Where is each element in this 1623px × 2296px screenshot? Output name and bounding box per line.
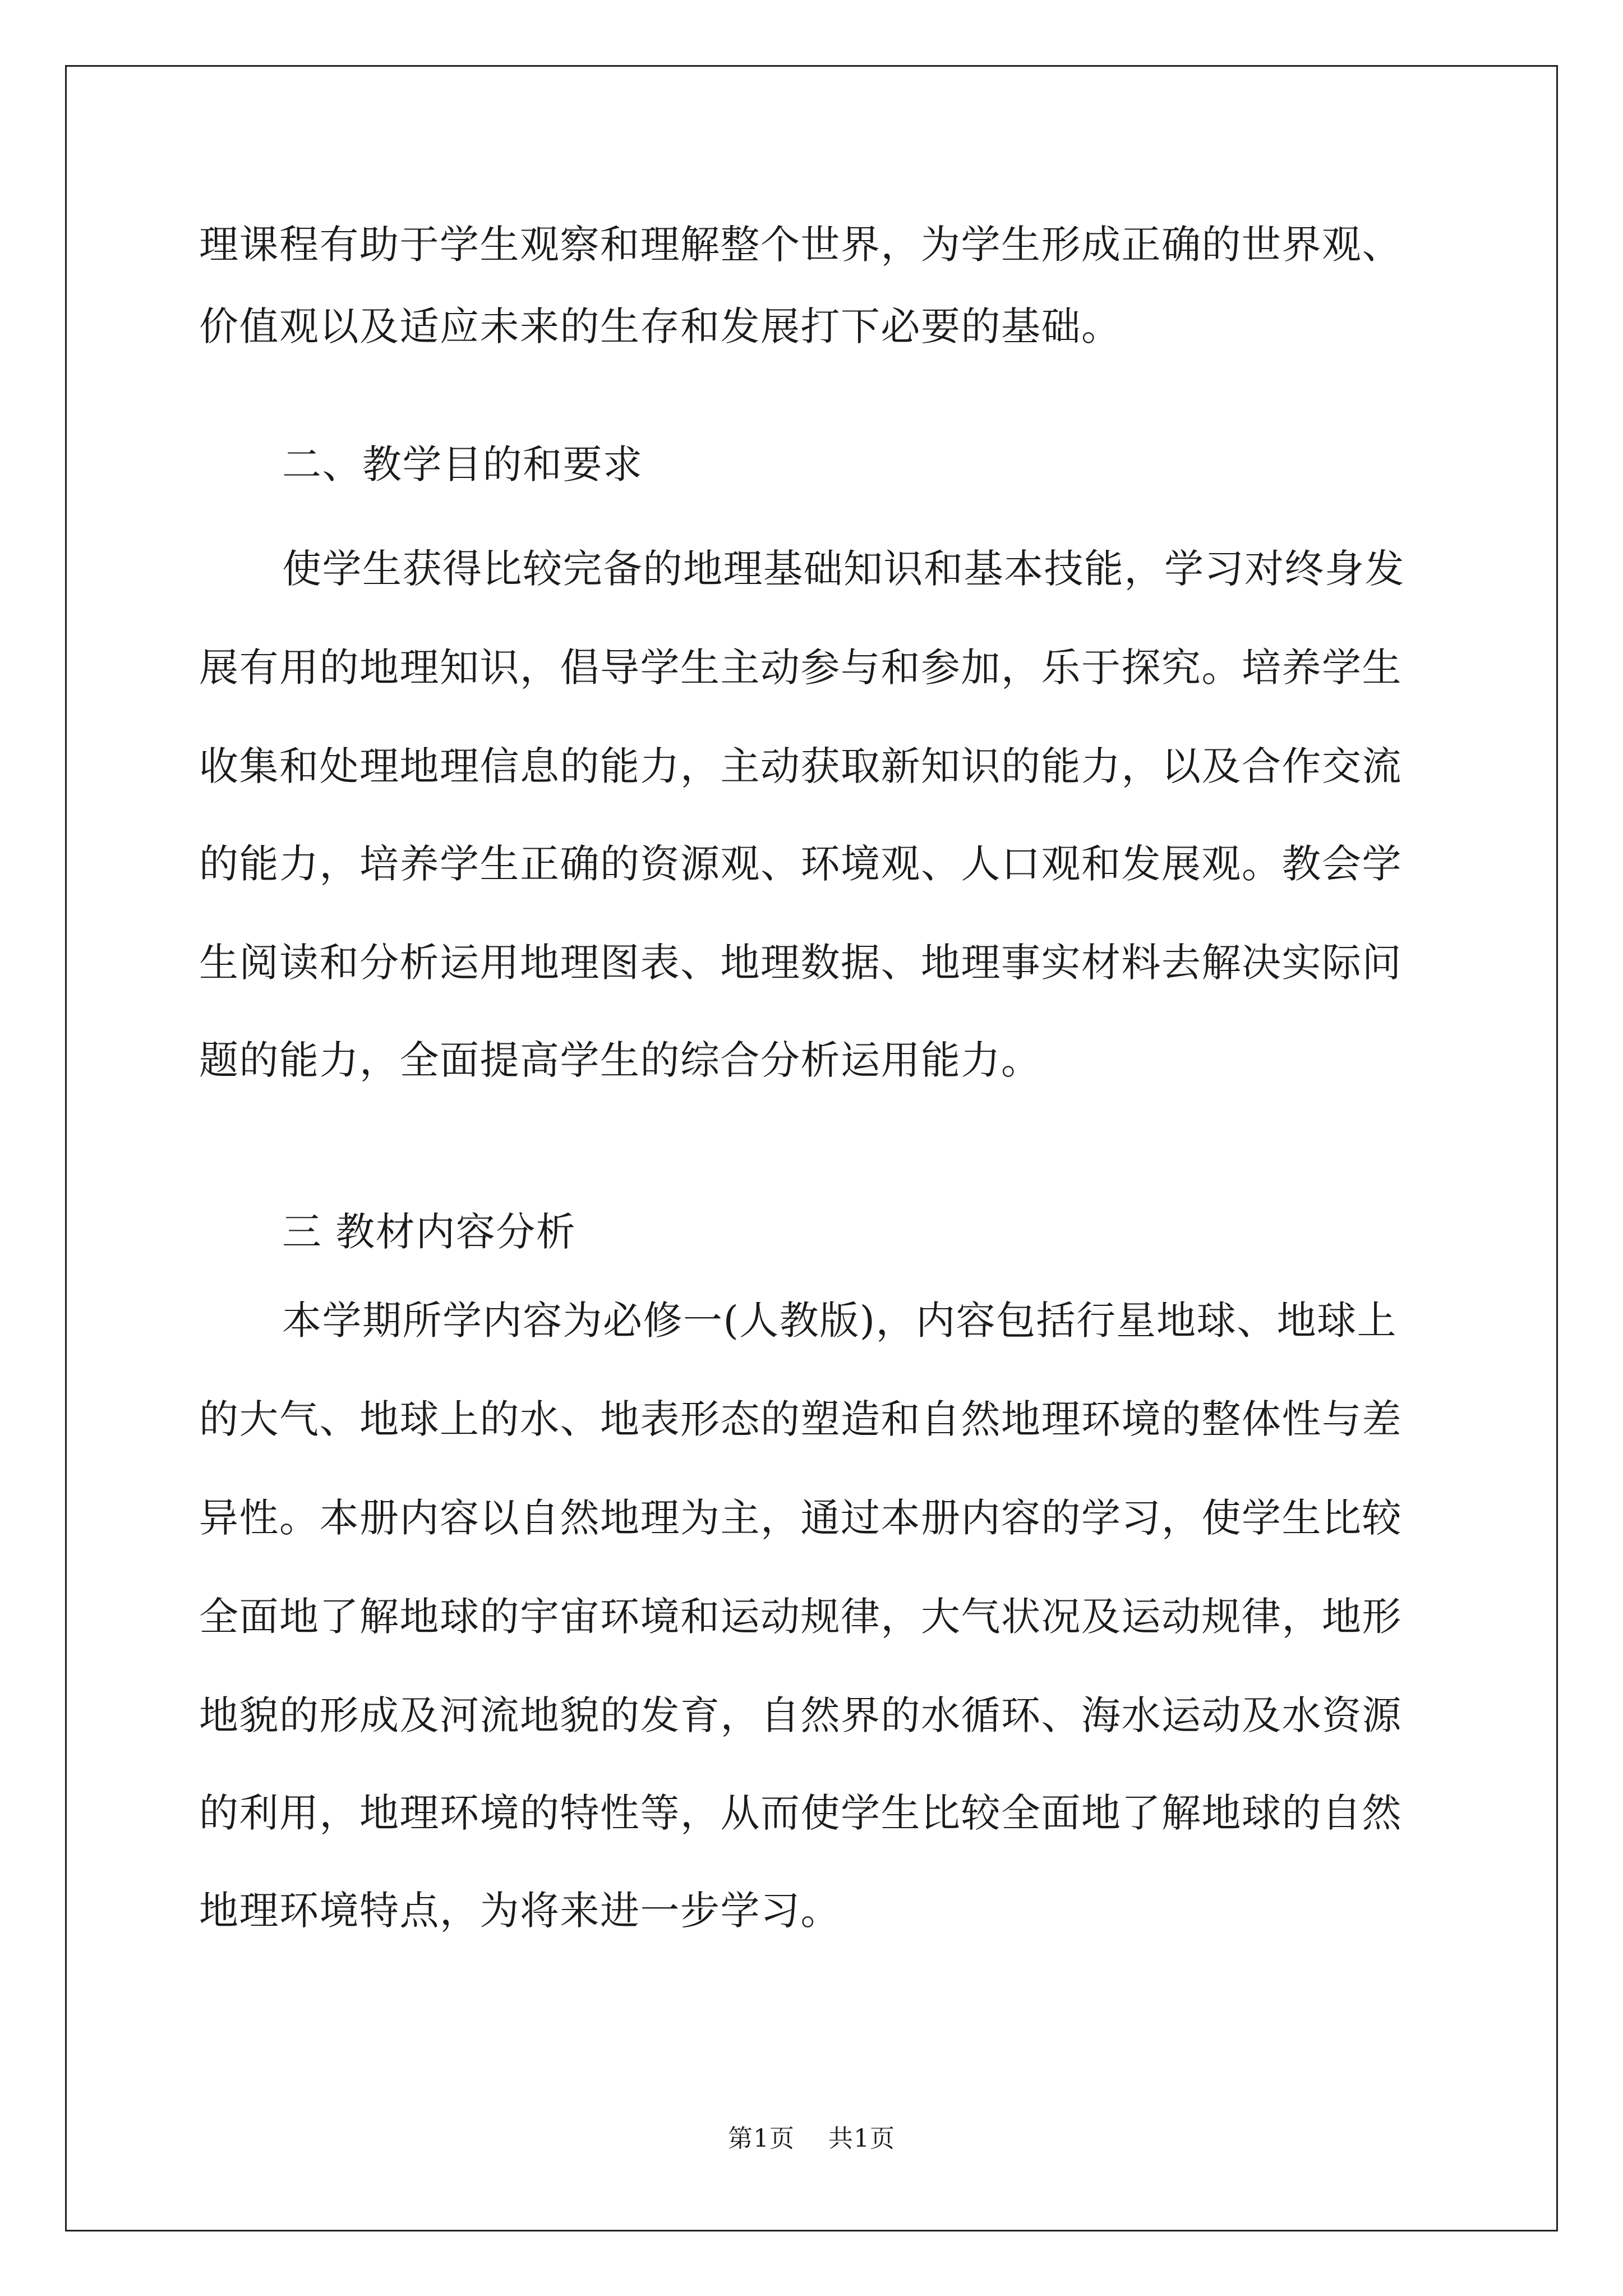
paragraph-line: 收集和处理地理信息的能力，主动获取新知识的能力，以及合作交流: [199, 743, 1402, 789]
paragraph-line: 题的能力，全面提高学生的综合分析运用能力。: [199, 1037, 1041, 1083]
page-total: 共1页: [828, 2124, 895, 2153]
section-heading: 二、教学目的和要求: [282, 441, 643, 487]
paragraph-line: 价值观以及适应未来的生存和发展打下必要的基础。: [199, 303, 1122, 349]
paragraph-line: 地貌的形成及河流地貌的发育，自然界的水循环、海水运动及水资源: [199, 1692, 1402, 1738]
section-heading: 三 教材内容分析: [282, 1209, 577, 1255]
paragraph-line: 使学生获得比较完备的地理基础知识和基本技能，学习对终身发: [282, 546, 1405, 592]
paragraph-line: 展有用的地理知识，倡导学生主动参与和参加，乐于探究。培养学生: [199, 645, 1402, 691]
page-number: 第1页: [728, 2124, 795, 2153]
paragraph-line: 生阅读和分析运用地理图表、地理数据、地理事实材料去解决实际问: [199, 940, 1402, 986]
paragraph-line: 地理环境特点，为将来进一步学习。: [199, 1888, 841, 1934]
paragraph-line: 本学期所学内容为必修一(人教版)，内容包括行星地球、地球上: [282, 1297, 1398, 1343]
page-footer: [0, 2125, 1623, 2153]
paragraph-line: 的能力，培养学生正确的资源观、环境观、人口观和发展观。教会学: [199, 841, 1402, 887]
paragraph-line: 的利用，地理环境的特性等，从而使学生比较全面地了解地球的自然: [199, 1790, 1402, 1836]
paragraph-line: 异性。本册内容以自然地理为主，通过本册内容的学习，使学生比较: [199, 1495, 1402, 1541]
paragraph-line: 理课程有助于学生观察和理解整个世界，为学生形成正确的世界观、: [199, 222, 1402, 268]
paragraph-line: 的大气、地球上的水、地表形态的塑造和自然地理环境的整体性与差: [199, 1396, 1402, 1442]
paragraph-line: 全面地了解地球的宇宙环境和运动规律，大气状况及运动规律，地形: [199, 1594, 1402, 1640]
